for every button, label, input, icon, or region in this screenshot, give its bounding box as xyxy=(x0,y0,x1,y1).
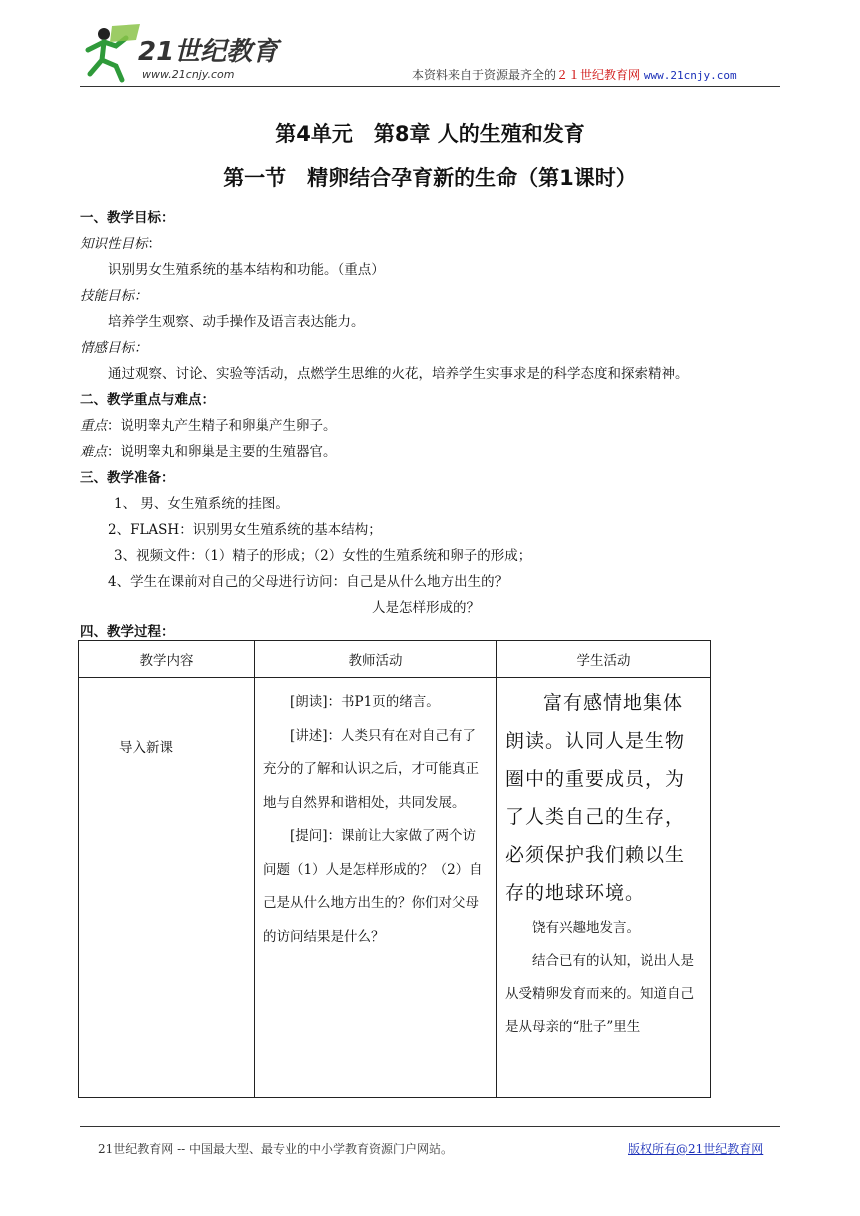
knowledge-goal-label: 知识性目标： xyxy=(80,236,161,252)
key-point: 重点：说明睾丸产生精子和卵巢产生卵子。 xyxy=(80,418,337,434)
header-divider xyxy=(80,86,780,87)
skill-goal-label: 技能目标： xyxy=(80,288,148,304)
table-row xyxy=(79,678,711,1098)
prep-item: 4、学生在课前对自己的父母进行访问：自己是从什么地方出生的？ xyxy=(108,574,509,590)
logo-url: www.21cnjy.com xyxy=(142,68,235,81)
student-activity-paragraph: 饶有兴趣地发言。 xyxy=(532,920,640,936)
column-header-content: 教学内容 xyxy=(79,641,255,678)
logo-text: 21世纪教育 xyxy=(138,37,279,67)
teacher-activity-cell xyxy=(255,678,497,1098)
teacher-activity-paragraph: [提问]：课前让大家做了两个访问题（1）人是怎样形成的？（2）自己是从什么地方出生的？你们对父母的访问结果是什么？ xyxy=(263,828,483,945)
emotion-goal-text: 通过观察、讨论、实验等活动，点燃学生思维的火花，培养学生实事求是的科学态度和探索精神。 xyxy=(108,366,689,382)
section-heading: 一、教学目标： xyxy=(80,210,175,226)
emotion-goal-label: 情感目标： xyxy=(80,340,148,356)
header-note: 本资料来自于资源最齐全的２１世纪教育网 www.21cnjy.com xyxy=(412,68,737,82)
student-activity-cell xyxy=(497,678,711,1098)
content-cell: 导入新课 xyxy=(79,678,255,1098)
lesson-title: 第一节 精卵结合孕育新的生命（第1课时） xyxy=(223,166,637,190)
footer-divider xyxy=(80,1126,780,1127)
copyright-link[interactable]: 版权所有@21世纪教育网 xyxy=(628,1142,764,1156)
prep-item-continuation: 人是怎样形成的？ xyxy=(372,600,480,616)
section-heading: 三、教学准备： xyxy=(80,470,175,486)
knowledge-goal-text: 识别男女生殖系统的基本结构和功能。（重点） xyxy=(108,262,385,278)
table-header-row xyxy=(79,641,711,678)
student-activity-paragraph: 富有感情地集体朗读。认同人是生物圈中的重要成员，为了人类自己的生存，必须保护我们赖以生存的地球环境。 xyxy=(505,692,686,904)
student-activity-paragraph: 结合已有的认知，说出人是从受精卵发育而来的。知道自己是从母亲的“肚子”里生 xyxy=(505,953,694,1035)
footer-text: 21世纪教育网 -- 中国最大型、最专业的中小学教育资源门户网站。 xyxy=(98,1142,454,1156)
runner-icon xyxy=(88,24,140,80)
header-url-link[interactable]: www.21cnjy.com xyxy=(643,69,737,82)
section-heading: 四、教学过程： xyxy=(80,624,175,640)
prep-item: 1、 男、女生殖系统的挂图。 xyxy=(114,496,289,512)
teacher-activity-paragraph: [讲述]：人类只有在对自己有了充分的了解和认识之后，才可能真正地与自然界和谐相处，共同发展。 xyxy=(263,727,479,811)
section-heading: 二、教学重点与难点： xyxy=(80,392,215,408)
prep-item: 2、FLASH：识别男女生殖系统的基本结构； xyxy=(108,522,382,538)
column-header-teacher: 教师活动 xyxy=(255,641,497,678)
site-logo xyxy=(82,20,292,86)
skill-goal-text: 培养学生观察、动手操作及语言表达能力。 xyxy=(108,314,365,330)
prep-item: 3、视频文件：（1）精子的形成；（2）女性的生殖系统和卵子的形成； xyxy=(114,548,532,564)
teacher-activity-paragraph: [朗读]：书P1页的绪言。 xyxy=(290,694,440,710)
difficulty-point: 难点：说明睾丸和卵巢是主要的生殖器官。 xyxy=(80,444,337,460)
unit-title: 第4单元 第8章 人的生殖和发育 xyxy=(275,122,585,146)
lesson-process-table xyxy=(78,640,711,1098)
column-header-student: 学生活动 xyxy=(497,641,711,678)
